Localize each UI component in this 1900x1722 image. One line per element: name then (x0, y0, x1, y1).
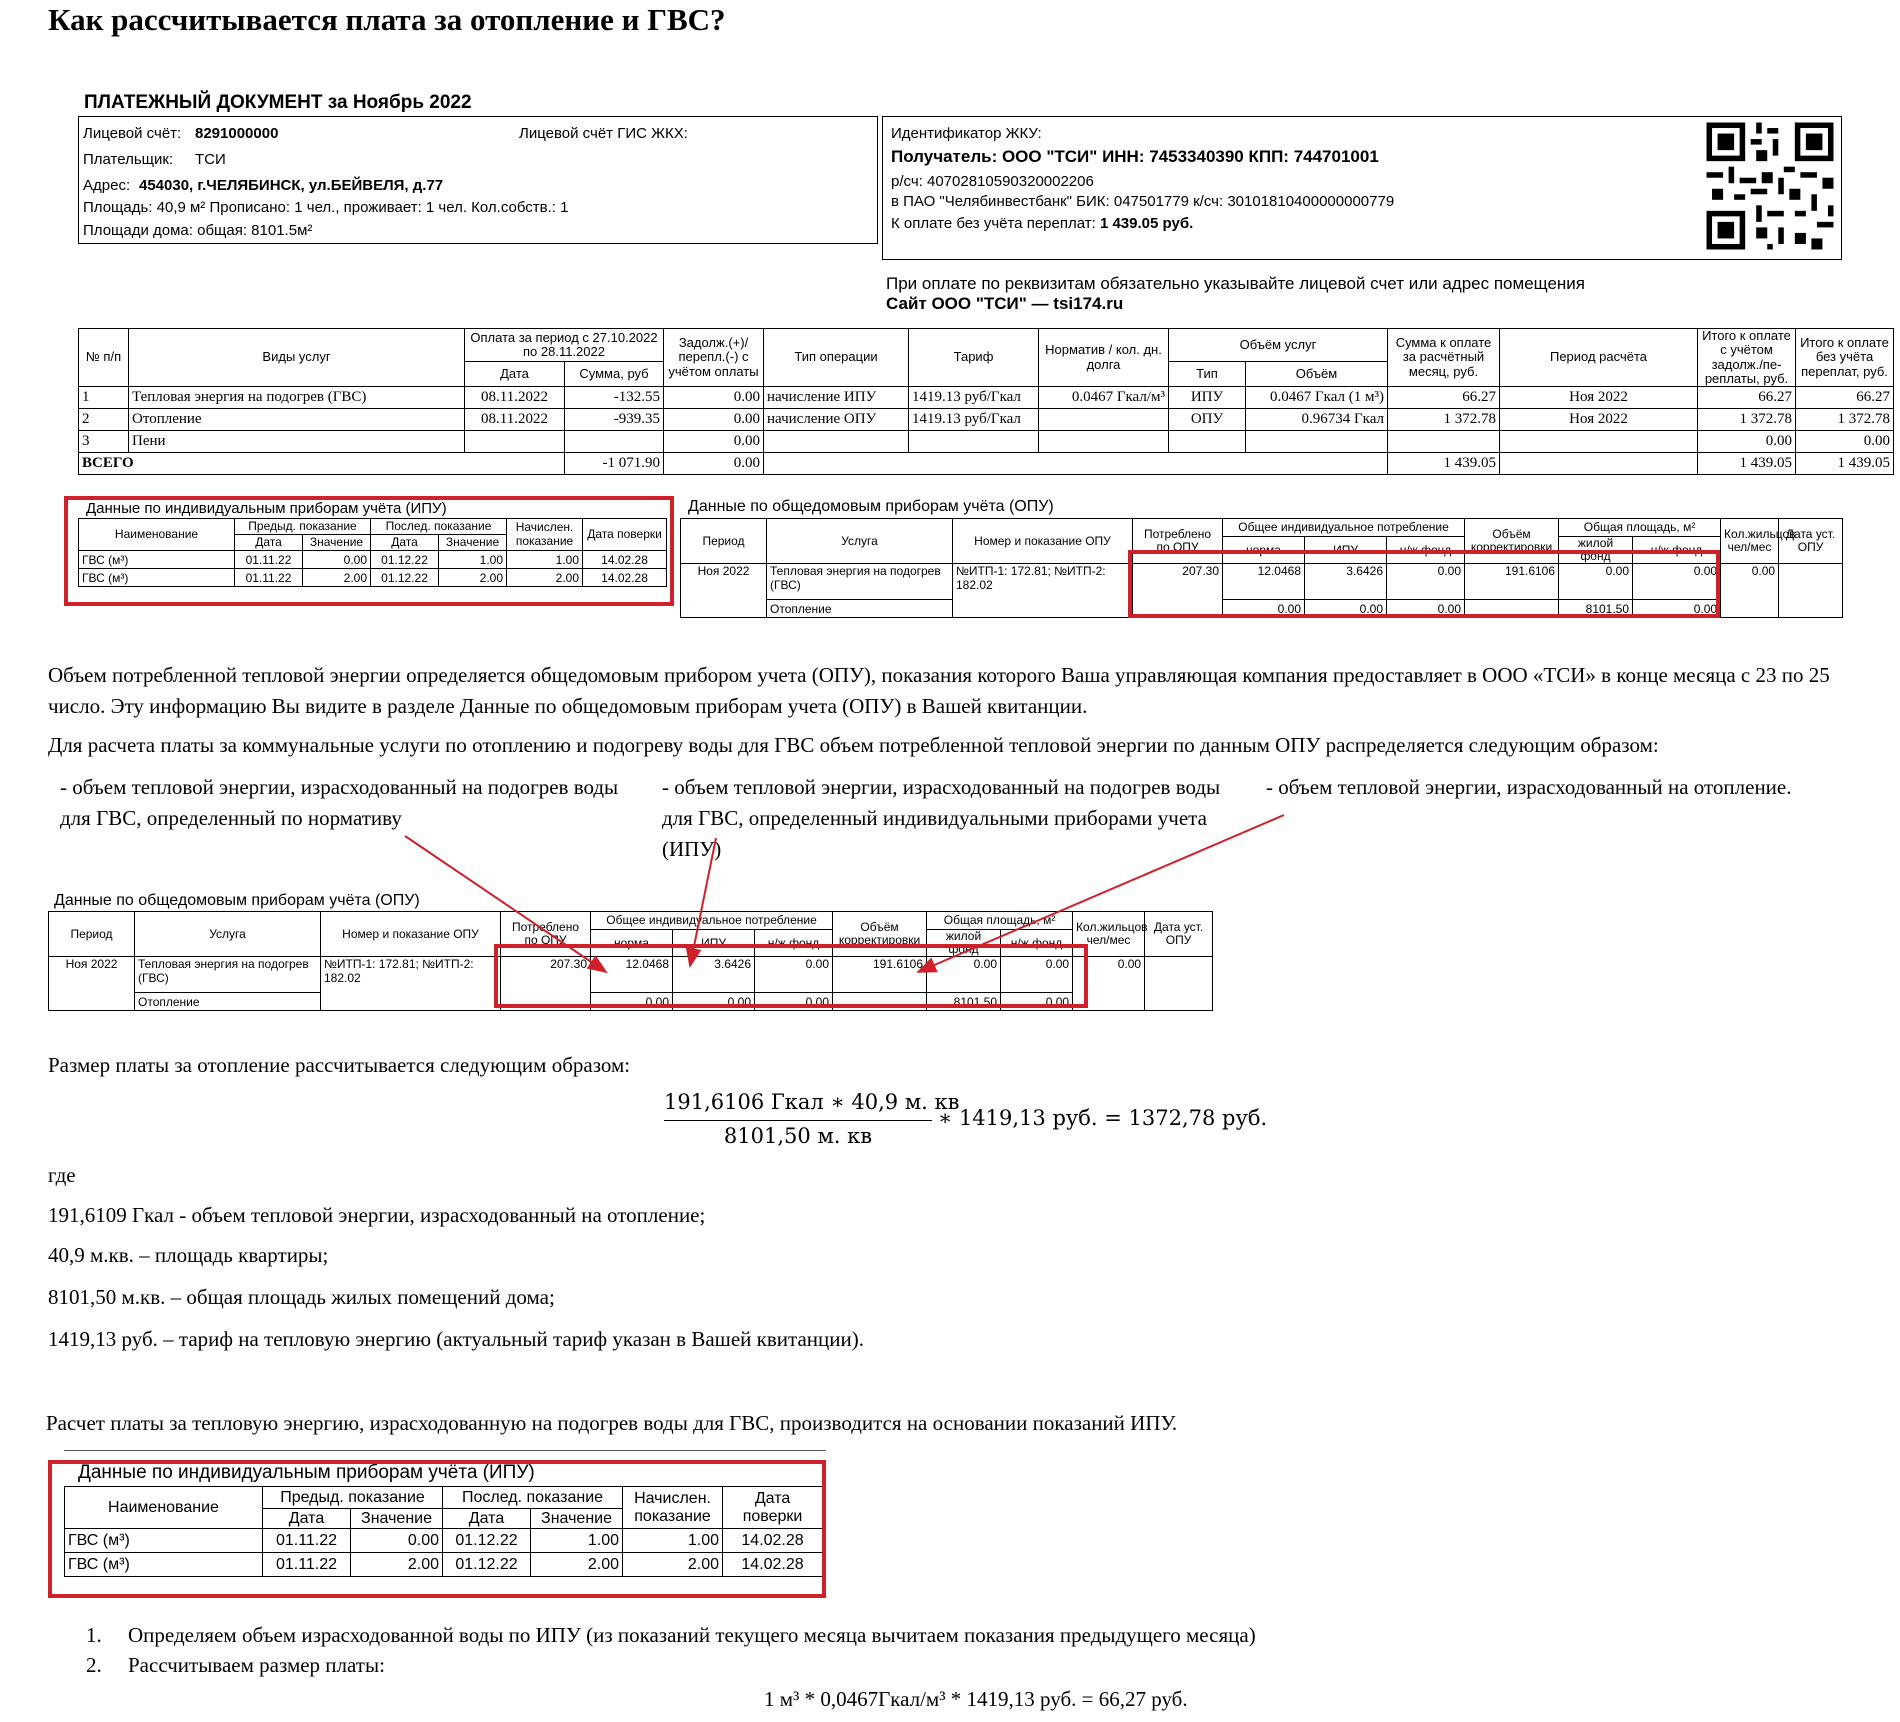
account-label: Лицевой счёт: (83, 125, 182, 142)
cell: 0.00 (1223, 600, 1305, 618)
h-number: Номер и показание ОПУ (321, 912, 501, 957)
h-install: Дата уст. ОПУ (1145, 912, 1213, 957)
arrow-norm (405, 836, 606, 972)
bullet-ipu: - объем тепловой энергии, израсходованный на подогрев воды для ГВС, определенный индивидуальными приборами учета (ИПУ) (662, 775, 1221, 861)
cell: 12.0468 (591, 957, 673, 993)
paragraph-heating: Размер платы за отопление рассчитывается следующим образом: (48, 1053, 631, 1077)
cell: ГВС (м³) (79, 569, 235, 587)
cell: Отопление (129, 409, 465, 431)
payer-value: ТСИ (195, 151, 226, 168)
payment-notice: При оплате по реквизитам обязательно указывайте лицевой счет или адрес помещения (886, 274, 1585, 293)
h-value: Значение (531, 1509, 623, 1529)
h-vtype: Тип (1169, 362, 1246, 387)
formula-denominator: 8101,50 м. кв (723, 1124, 873, 1148)
h-residents: Кол.жильцов чел/мес (1721, 519, 1779, 564)
h-service: Услуга (135, 912, 321, 957)
h-op-type: Тип операции (764, 329, 909, 387)
cell: №ИТП-1: 172.81; №ИТП-2: 182.02 (953, 564, 1133, 618)
cell: -939.35 (565, 409, 664, 431)
h-nonres: н/ж фонд (1387, 537, 1465, 564)
cell: ИПУ (1169, 387, 1246, 409)
h-debt: Задолж.(+)/ перепл.(-) с учётом оплаты (664, 329, 764, 387)
cell: 0.00 (1073, 957, 1145, 1011)
h-last: Послед. показание (371, 519, 507, 535)
formula-rest: ∗ 1419,13 руб. = 1372,78 руб. (938, 1106, 1268, 1130)
definition-1: 191,6109 Гкал - объем тепловой энергии, израсходованный на отопление; (48, 1203, 706, 1227)
paragraph-gvs: Расчет платы за тепловую энергию, израсходованную на подогрев воды для ГВС, производится на основании показаний ИПУ. (46, 1411, 1178, 1435)
cell: 01.12.22 (443, 1553, 531, 1577)
account-value: 8291000000 (195, 125, 279, 142)
h-install: Дата уст. ОПУ (1779, 519, 1843, 564)
h-date: Дата (443, 1509, 531, 1529)
cell: 1.00 (439, 551, 507, 569)
page-title: Как рассчитывается плата за отопление и ГВС? (48, 2, 726, 37)
bullet-norm: - объем тепловой энергии, израсходованный на подогрев воды для ГВС, определенный по нормативу (60, 775, 619, 830)
cell: 66.27 (1698, 387, 1796, 409)
h-prev: Предыд. показание (235, 519, 371, 535)
formula-bar (664, 1120, 932, 1121)
cell: 207.30 (501, 957, 591, 1011)
gis-label: Лицевой счёт ГИС ЖКХ: (519, 125, 688, 142)
formula-numerator: 191,6106 Гкал ∗ 40,9 м. кв (664, 1090, 960, 1114)
bullet-heating: - объем тепловой энергии, израсходованный на отопление. (1266, 775, 1792, 799)
h-check: Дата поверки (583, 519, 667, 551)
bank-line: в ПАО "Челябинвестбанк" БИК: 047501779 к/сч: 30101810400000000779 (891, 193, 1395, 210)
h-ipu: ИПУ (673, 930, 755, 957)
cell: 0.00 (1001, 957, 1073, 993)
cell: Тепловая энергия на подогрев (ГВС) (767, 564, 953, 600)
cell: 12.0468 (1223, 564, 1305, 600)
total-without: 1 439.05 (1796, 453, 1894, 475)
h-date: Дата (263, 1509, 351, 1529)
list-item-1-number: 1. (86, 1623, 102, 1647)
arrow-ipu (690, 838, 716, 966)
arrow-heating (918, 815, 1284, 972)
cell: Ноя 2022 (1500, 387, 1698, 409)
cell: Ноя 2022 (681, 564, 767, 618)
h-indiv: Общее индивидуальное потребление (591, 912, 833, 930)
pay-line-value: 1 439.05 руб. (1099, 215, 1194, 232)
rs-line: р/сч: 40702810590320002206 (891, 173, 1094, 190)
cell: 0.0467 Гкал/м³ (1039, 387, 1169, 409)
cell: 66.27 (1796, 387, 1894, 409)
ipu-title: Данные по индивидуальным приборам учёта (ИПУ) (86, 500, 447, 517)
h-value: Значение (303, 535, 371, 551)
h-service: Услуга (767, 519, 953, 564)
cell: 0.00 (664, 409, 764, 431)
cell: Ноя 2022 (49, 957, 135, 1011)
total-with: 1 439.05 (1698, 453, 1796, 475)
cell: начисление ИПУ (764, 387, 909, 409)
cell: 8101.50 (927, 993, 1001, 1011)
cell: 0.00 (1001, 993, 1073, 1011)
cell: 0.00 (351, 1529, 443, 1553)
h-charged: Начислен. показание (507, 519, 583, 551)
h-corr: Объём корректировки (833, 912, 927, 957)
cell: начисление ОПУ (764, 409, 909, 431)
cell: 2.00 (351, 1553, 443, 1577)
cell: 2.00 (531, 1553, 623, 1577)
recipient-line: Получатель: ООО "ТСИ" ИНН: 7453340390 КПП: 744701001 (891, 147, 1379, 166)
h-last: Послед. показание (443, 1487, 623, 1509)
cell: 14.02.28 (583, 569, 667, 587)
h-sum: Сумма, руб (565, 362, 664, 387)
h-sum-month: Сумма к оплате за расчётный месяц, руб. (1388, 329, 1500, 387)
h-corr: Объём корректировки (1465, 519, 1559, 564)
cell: 2.00 (303, 569, 371, 587)
cell: Отопление (135, 993, 321, 1011)
ipu-highlight-bottom (48, 1460, 826, 1598)
cell: 1 372.78 (1796, 409, 1894, 431)
cell: 01.11.22 (263, 1553, 351, 1577)
h-consumed: Потреблено по ОПУ (501, 912, 591, 957)
h-value: Значение (351, 1509, 443, 1529)
cell: 08.11.2022 (465, 409, 565, 431)
house-area-line: Площади дома: общая: 8101.5м² (83, 222, 313, 239)
cell: Тепловая энергия на подогрев (ГВС) (129, 387, 465, 409)
cell: 0.00 (1721, 564, 1779, 618)
cell: 3.6426 (673, 957, 755, 993)
h-date: Дата (371, 535, 439, 551)
cell: -132.55 (565, 387, 664, 409)
cell: 2.00 (507, 569, 583, 587)
cell: 1419.13 руб/Гкал (909, 409, 1039, 431)
cell: 1.00 (531, 1529, 623, 1553)
cell: Отопление (767, 600, 953, 618)
cell: Пени (129, 431, 465, 453)
cell: 1.00 (623, 1529, 723, 1553)
cell: 01.11.22 (263, 1529, 351, 1553)
h-norm: норма (591, 930, 673, 957)
cell: Тепловая энергия на подогрев (ГВС) (135, 957, 321, 993)
cell: 0.00 (927, 957, 1001, 993)
cell: №ИТП-1: 172.81; №ИТП-2: 182.02 (321, 957, 501, 1011)
total-debt: 0.00 (664, 453, 764, 475)
cell: 0.00 (591, 993, 673, 1011)
formula-gvs: 1 м³ * 0,0467Гкал/м³ * 1419,13 руб. = 66,27 руб. (764, 1687, 1188, 1711)
h-total-without: Итого к оплате без учёта переплат, руб. (1796, 329, 1894, 387)
cell: 207.30 (1133, 564, 1223, 618)
cell: 0.0467 Гкал (1 м³) (1246, 387, 1388, 409)
cell: 2.00 (439, 569, 507, 587)
opu-title-middle: Данные по общедомовым приборам учёта (ОПУ) (54, 892, 420, 909)
opu-title: Данные по общедомовым приборам учёта (ОПУ) (688, 498, 1054, 515)
h-volume: Объём услуг (1169, 329, 1388, 362)
h-date: Дата (465, 362, 565, 387)
definition-3: 8101,50 м.кв. – общая площадь жилых помещений дома; (48, 1285, 555, 1309)
h-tariff: Тариф (909, 329, 1039, 387)
h-consumed: Потреблено по ОПУ (1133, 519, 1223, 564)
cell: 0.00 (1633, 600, 1721, 618)
cell: 14.02.28 (723, 1529, 823, 1553)
h-period: Период (681, 519, 767, 564)
h-nonres: н/ж фонд (755, 930, 833, 957)
h-indiv: Общее индивидуальное потребление (1223, 519, 1465, 537)
h-residents: Кол.жильцов чел/мес (1073, 912, 1145, 957)
cell: ГВС (м³) (65, 1529, 263, 1553)
cell: 0.96734 Гкал (1246, 409, 1388, 431)
cell: 0.00 (664, 431, 764, 453)
h-ipu: ИПУ (1305, 537, 1387, 564)
where-label: где (48, 1163, 76, 1187)
list-item-2-number: 2. (86, 1653, 102, 1677)
cell: 3 (79, 431, 129, 453)
cell: 1 (79, 387, 129, 409)
cell: ОПУ (1169, 409, 1246, 431)
area-line: Площадь: 40,9 м² Прописано: 1 чел., проживает: 1 чел. Кол.собств.: 1 (83, 199, 569, 216)
h-res: жилой фонд (1559, 537, 1633, 564)
h-date: Дата (235, 535, 303, 551)
definition-4: 1419,13 руб. – тариф на тепловую энергию (актуальный тариф указан в Вашей квитанции). (48, 1327, 864, 1351)
h-period: Период (49, 912, 135, 957)
list-item-2: Рассчитываем размер платы: (128, 1653, 385, 1677)
h-period: Период расчёта (1500, 329, 1698, 387)
h-paid-period: Оплата за период с 27.10.2022 по 28.11.2022 (465, 329, 664, 362)
cell: 0.00 (664, 387, 764, 409)
cell: 0.00 (1387, 600, 1465, 618)
cell: 1419.13 руб/Гкал (909, 387, 1039, 409)
total-sum-month: 1 439.05 (1388, 453, 1500, 475)
h-norm: Норматив / кол. дн. долга (1039, 329, 1169, 387)
list-item-1: Определяем объем израсходованной воды по ИПУ (из показаний текущего месяца вычитаем показания предыдущего месяца) (128, 1623, 1256, 1647)
cell: 191.6106 (833, 957, 927, 993)
cell: 0.00 (673, 993, 755, 1011)
ipu-title-bottom: Данные по индивидуальным приборам учёта (ИПУ) (78, 1462, 535, 1483)
h-area-nonres: н/ж фонд (1633, 537, 1721, 564)
definition-2: 40,9 м.кв. – площадь квартиры; (48, 1243, 329, 1267)
h-area-nonres: н/ж фонд (1001, 930, 1073, 957)
pay-line-label: К оплате без учёта переплат: (891, 215, 1096, 232)
cell: 0.00 (1305, 600, 1387, 618)
cell: 1.00 (507, 551, 583, 569)
address-label: Адрес: (83, 177, 131, 194)
address-value: 454030, г.ЧЕЛЯБИНСК, ул.БЕЙВЕЛЯ, д.77 (139, 177, 444, 194)
divider-line (64, 1450, 826, 1451)
cell: 01.11.22 (235, 551, 303, 569)
cell: Ноя 2022 (1500, 409, 1698, 431)
h-total-with: Итого к оплате с учётом задолж./пе- реплаты, руб. (1698, 329, 1796, 387)
h-norm: норма (1223, 537, 1305, 564)
h-name: Наименование (79, 519, 235, 551)
cell: 0.00 (1387, 564, 1465, 600)
paragraph-opu: Объем потребленной тепловой энергии определяется общедомовым прибором учета (ОПУ), показания которого Ваша управляющая компания предоставляет в ООО «ТСИ» в конце месяца с 23 по 25 число. Эту информацию Вы видите в разделе Данные по общедомовым приборам учета (ОПУ) в Вашей квитанции. (48, 663, 1830, 718)
h-name: Наименование (65, 1487, 263, 1529)
h-number: Номер и показание ОПУ (953, 519, 1133, 564)
company-site: Сайт ООО "ТСИ" — tsi174.ru (886, 294, 1124, 313)
doc-heading: ПЛАТЕЖНЫЙ ДОКУМЕНТ за Ноябрь 2022 (84, 92, 472, 113)
cell: 0.00 (755, 957, 833, 993)
cell: ГВС (м³) (79, 551, 235, 569)
cell: 08.11.2022 (465, 387, 565, 409)
paragraph-distribution: Для расчета платы за коммунальные услуги по отоплению и подогреву воды для ГВС объем потребленной тепловой энергии по данным ОПУ распределяется следующим образом: (48, 733, 1659, 757)
cell: 0.00 (1698, 431, 1796, 453)
cell: ГВС (м³) (65, 1553, 263, 1577)
h-check: Дата поверки (723, 1487, 823, 1529)
h-area: Общая площадь, м² (1559, 519, 1721, 537)
h-value: Значение (439, 535, 507, 551)
cell: 66.27 (1388, 387, 1500, 409)
cell: 01.11.22 (235, 569, 303, 587)
h-res: жилой фонд (927, 930, 1001, 957)
cell: 14.02.28 (723, 1553, 823, 1577)
cell: 3.6426 (1305, 564, 1387, 600)
cell: 0.00 (1559, 564, 1633, 600)
cell: 1 372.78 (1698, 409, 1796, 431)
cell: 0.00 (1633, 564, 1721, 600)
cell: 191.6106 (1465, 564, 1559, 600)
total-label: ВСЕГО (79, 453, 565, 475)
payer-label: Плательщик: (83, 151, 174, 168)
cell: 0.00 (303, 551, 371, 569)
cell: 01.12.22 (371, 569, 439, 587)
cell: 2 (79, 409, 129, 431)
h-service: Виды услуг (129, 329, 465, 387)
cell: 01.12.22 (371, 551, 439, 569)
cell: 14.02.28 (583, 551, 667, 569)
h-area: Общая площадь, м² (927, 912, 1073, 930)
jku-label: Идентификатор ЖКУ: (891, 125, 1042, 142)
h-vol: Объём (1246, 362, 1388, 387)
cell: 8101.50 (1559, 600, 1633, 618)
cell: 0.00 (1796, 431, 1894, 453)
cell: 0.00 (755, 993, 833, 1011)
cell: 01.12.22 (443, 1529, 531, 1553)
h-charged: Начислен. показание (623, 1487, 723, 1529)
cell: 2.00 (623, 1553, 723, 1577)
h-prev: Предыд. показание (263, 1487, 443, 1509)
h-num: № п/п (79, 329, 129, 387)
cell: 1 372.78 (1388, 409, 1500, 431)
total-sum: -1 071.90 (565, 453, 664, 475)
